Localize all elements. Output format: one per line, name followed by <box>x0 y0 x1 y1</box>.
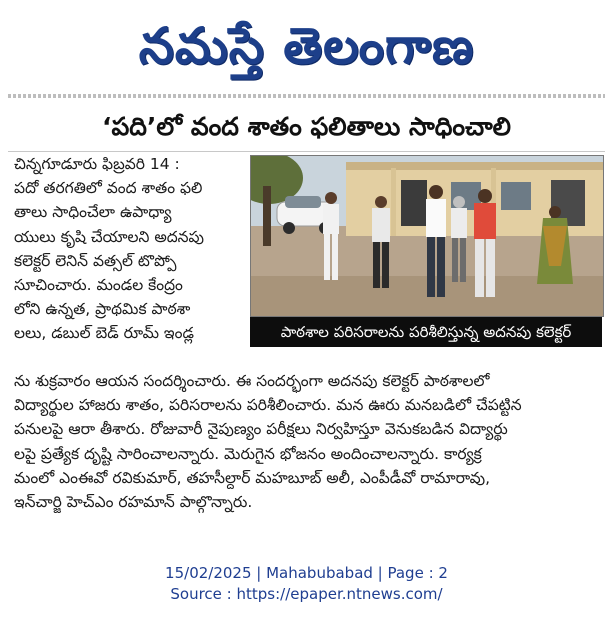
page-footer <box>0 563 613 605</box>
article-full-column <box>14 369 604 514</box>
footer-date-edition: 15/02/2025 | Mahabubabad | Page : 2 <box>165 564 448 582</box>
article-headline: ‘పది’లో వంద శాతం ఫలితాలు సాధించాలి <box>101 112 512 141</box>
footer-source-link[interactable]: Source : https://epaper.ntnews.com/ <box>170 585 443 603</box>
article-line: సూచించారు. మండల కేంద్రం <box>14 276 183 295</box>
photo-caption: పాఠశాల పరిసరాలను పరిశీలిస్తున్న అదనపు కలెక్టర్ <box>250 317 602 347</box>
article-line: తాలు సాధించేలా ఉపాధ్యా <box>14 203 172 222</box>
article-line: మంలో ఎంఈవో రవికుమార్, తహసీల్దార్ మహబూబ్ అలీ, ఎంపీడీవో రామారావు, <box>14 468 491 487</box>
article-line: విద్యార్థుల హాజరు శాతం, పరిసరాలను పరిశీలించారు. మన ఊరు మనబడిలో చేపట్టిన <box>14 396 522 415</box>
article-line: యులు కృషి చేయాలని అదనపు <box>14 227 205 246</box>
article-line: పనులపై ఆరా తీశారు. రోజువారీ నైపుణ్యం పరీక్షలు నిర్వహిస్తూ వెనుకబడిన విద్యార్థు <box>14 420 508 439</box>
article-line: లలు, డబుల్ బెడ్ రూమ్ ఇండ్ల <box>14 324 194 343</box>
article-line: ఇన్‌చార్జి హెచ్ఎం రహమాన్ పాల్గొన్నారు. <box>14 493 253 512</box>
newspaper-masthead: నమస్తే తెలంగాణ <box>138 17 475 75</box>
article-narrow-column <box>14 152 246 346</box>
article-line: కలెక్టర్ లెనిన్ వత్సల్ టొప్పో <box>14 251 177 270</box>
masthead-divider <box>8 94 605 98</box>
school-inspection-photo <box>251 156 603 316</box>
article-photo <box>250 155 604 317</box>
article-line: లోని ఉన్నత, ప్రాథమిక పాఠశా <box>14 300 191 319</box>
article-line: చిన్నగూడూరు ఫిబ్రవరి 14 : <box>14 155 180 173</box>
article-line: లపై ప్రత్యేక దృష్టి సారించాలన్నారు. మెరుగైన భోజనం అందించాలన్నారు. కార్యక్ర <box>14 444 482 463</box>
article-line: పదో తరగతిలో వంద శాతం ఫలి <box>14 179 203 198</box>
article-line: ను శుక్రవారం ఆయన సందర్శించారు. ఈ సందర్భంగా అదనపు కలెక్టర్ పాఠశాలలో <box>14 372 490 390</box>
